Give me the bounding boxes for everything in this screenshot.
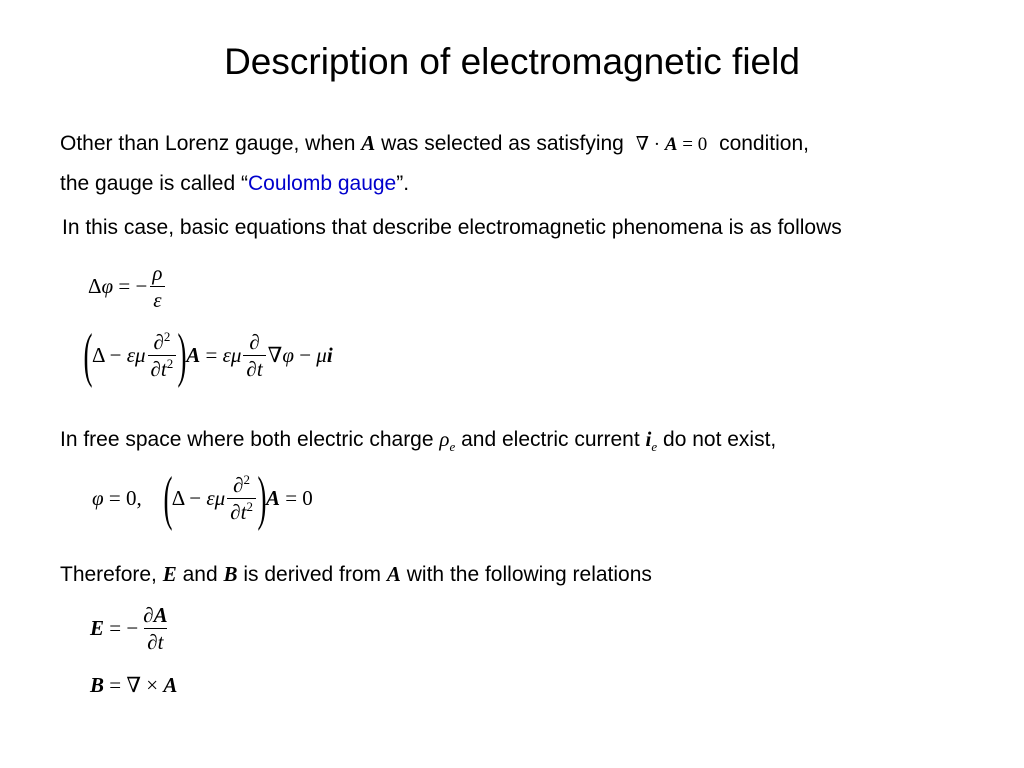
para4-text-3: do not exist,: [663, 428, 777, 451]
paragraph-basic-equations: In this case, basic equations that describe electromagnetic phenomena is as follows: [62, 216, 842, 239]
nabla-symbol: ∇ ·: [635, 134, 665, 155]
equation-magnetic-field: B = ∇ × A: [90, 673, 178, 697]
equation-electric-field: E = − $\frac{\partial A}{\partial t}$: [90, 604, 173, 653]
para1-text-3: condition,: [719, 132, 809, 155]
para1-vector-a: A: [361, 131, 376, 155]
para1-text-2: was selected as satisfying: [381, 132, 624, 155]
fraction-rho-epsilon: $\frac{\rho}{\varepsilon}$: [149, 262, 165, 311]
paragraph-relations: [60, 561, 652, 588]
divergence-condition: ∇ · A = 0: [635, 134, 708, 155]
fraction-da-dt: $\frac{\partial A}{\partial t}$: [143, 603, 168, 654]
para2-text-2: ”.: [396, 172, 410, 195]
para1-text-1: Other than Lorenz gauge, when: [60, 132, 356, 155]
magnetic-field-symbol: B: [223, 562, 238, 586]
para5-text-1: Therefore,: [60, 563, 157, 586]
page-title: Description of electromagnetic field: [224, 41, 800, 82]
paragraph-gauge-condition: [60, 130, 809, 158]
charge-density-symbol: $\rho_e$: [439, 427, 456, 455]
fraction-time-derivative: $\frac{\partial}{\partial t}$: [243, 331, 265, 380]
para5-text-3: with the following relations: [406, 563, 652, 586]
para4-text-1: In free space where both electric charge: [60, 428, 434, 451]
vector-potential-symbol: A: [386, 562, 401, 586]
current-symbol: $i_e$: [645, 427, 658, 455]
paragraph-free-space: [60, 426, 776, 453]
paragraph-coulomb-gauge: [60, 171, 409, 197]
para4-text-2: and electric current: [461, 428, 640, 451]
para5-and: and: [182, 563, 218, 586]
para2-text-1: the gauge is called “: [60, 172, 248, 195]
fraction-second-time-derivative: $\frac{\partial^2}{\partial t^2}$: [148, 331, 177, 380]
equation-vector-potential: ( Δ − εμ $\frac{\partial^2}{\partial t^2}$ ) A = εμ $\frac{\partial}{\partial t}$ ∇φ − μi: [83, 322, 333, 388]
equation-free-space: φ = 0, ( Δ − εμ $\frac{\partial^2}{\partial t^2}$ ) A = 0: [92, 465, 313, 531]
fraction-second-time-derivative-2: $\frac{\partial^2}{\partial t^2}$: [227, 474, 256, 523]
para5-text-2: is derived from: [243, 563, 382, 586]
equation-poisson: Δφ = − $\frac{\rho}{\varepsilon}$: [88, 262, 167, 311]
electric-field-symbol: E: [162, 562, 177, 586]
coulomb-gauge-link[interactable]: Coulomb gauge: [247, 172, 397, 195]
